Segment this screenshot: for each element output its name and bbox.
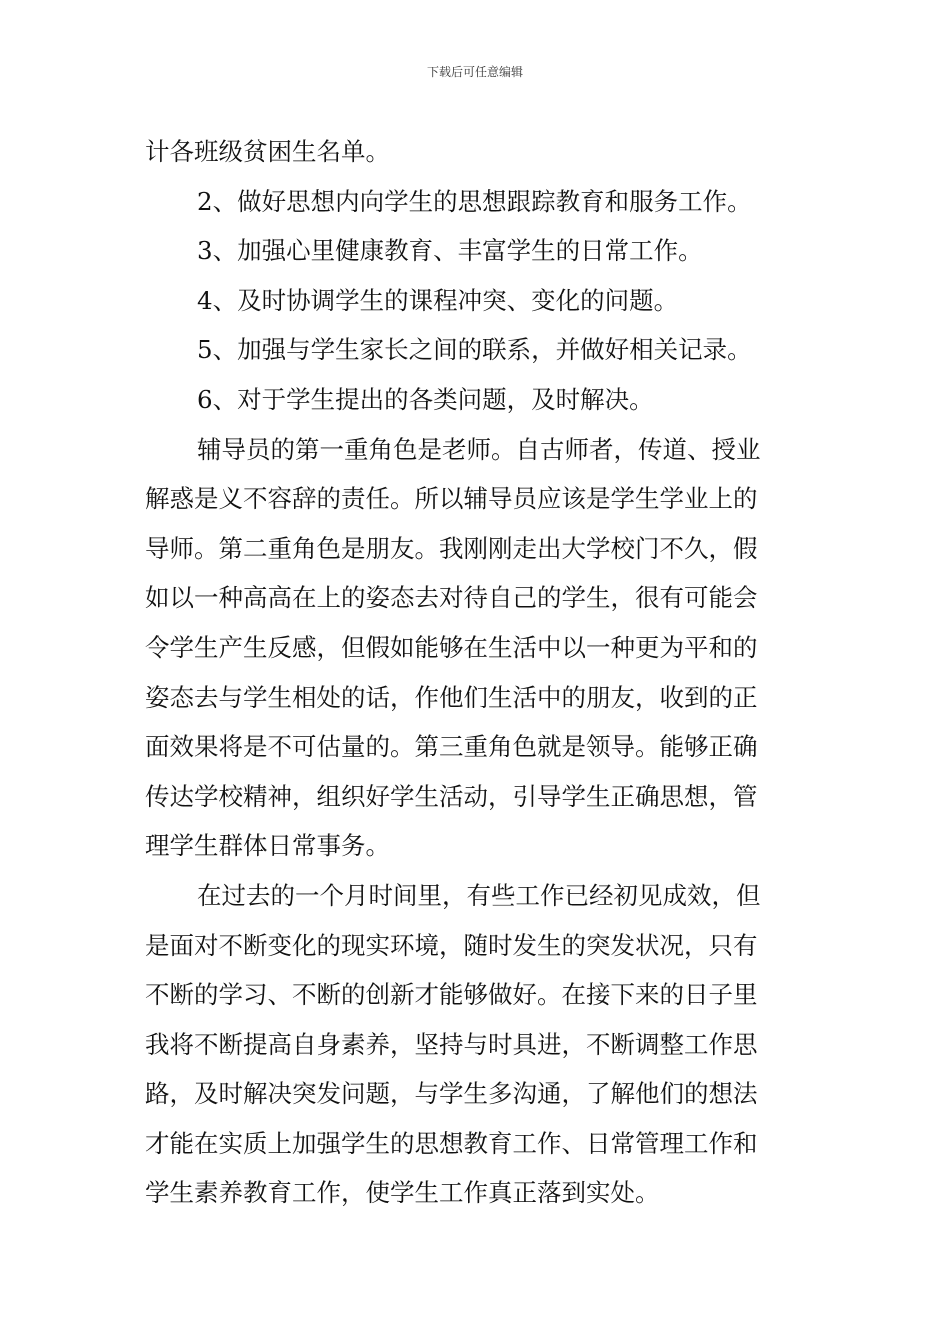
paragraph-summary-line: 我将不断提高自身素养，坚持与时具进，不断调整工作思 (145, 1029, 758, 1059)
paragraph-summary-line: 是面对不断变化的现实环境，随时发生的突发状况，只有 (145, 930, 758, 960)
list-item-5: 5、加强与学生家长之间的联系，并做好相关记录。 (197, 335, 752, 365)
text-line: 计各班级贫困生名单。 (145, 137, 390, 166)
paragraph-roles-line: 辅导员的第一重角色是老师。自古师者，传道、授业 (197, 434, 761, 464)
paragraph-roles-line: 理学生群体日常事务。 (145, 831, 390, 861)
paragraph-roles-line: 如以一种高高在上的姿态去对待自己的学生，很有可能会 (145, 583, 758, 613)
page-header: 下载后可任意编辑 (426, 65, 523, 79)
paragraph-summary-line: 学生素养教育工作，使学生工作真正落到实处。 (145, 1178, 660, 1208)
paragraph-summary-line: 不断的学习、不断的创新才能够做好。在接下来的日子里 (145, 980, 758, 1010)
list-item-6: 6、对于学生提出的各类问题，及时解决。 (197, 384, 654, 414)
paragraph-summary-line: 才能在实质上加强学生的思想教育工作、日常管理工作和 (145, 1128, 758, 1158)
paragraph-roles-line: 面效果将是不可估量的。第三重角色就是领导。能够正确 (145, 732, 758, 762)
paragraph-summary-line: 路，及时解决突发问题，与学生多沟通，了解他们的想法 (145, 1079, 758, 1109)
paragraph-roles-line: 导师。第二重角色是朋友。我刚刚走出大学校门不久，假 (145, 533, 758, 563)
paragraph-roles-line: 解惑是义不容辞的责任。所以辅导员应该是学生学业上的 (145, 484, 758, 514)
paragraph-roles-line: 传达学校精神，组织好学生活动，引导学生正确思想，管 (145, 781, 758, 811)
document-body (145, 127, 810, 1218)
paragraph-roles-line: 姿态去与学生相处的话，作他们生活中的朋友，收到的正 (145, 682, 758, 712)
list-item-3: 3、加强心里健康教育、丰富学生的日常工作。 (197, 236, 703, 266)
list-item-4: 4、及时协调学生的课程冲突、变化的问题。 (197, 285, 679, 315)
paragraph-summary-line: 在过去的一个月时间里，有些工作已经初见成效，但 (197, 880, 761, 910)
paragraph-roles-line: 令学生产生反感，但假如能够在生活中以一种更为平和的 (145, 632, 758, 662)
list-item-2: 2、做好思想内向学生的思想跟踪教育和服务工作。 (197, 186, 752, 216)
